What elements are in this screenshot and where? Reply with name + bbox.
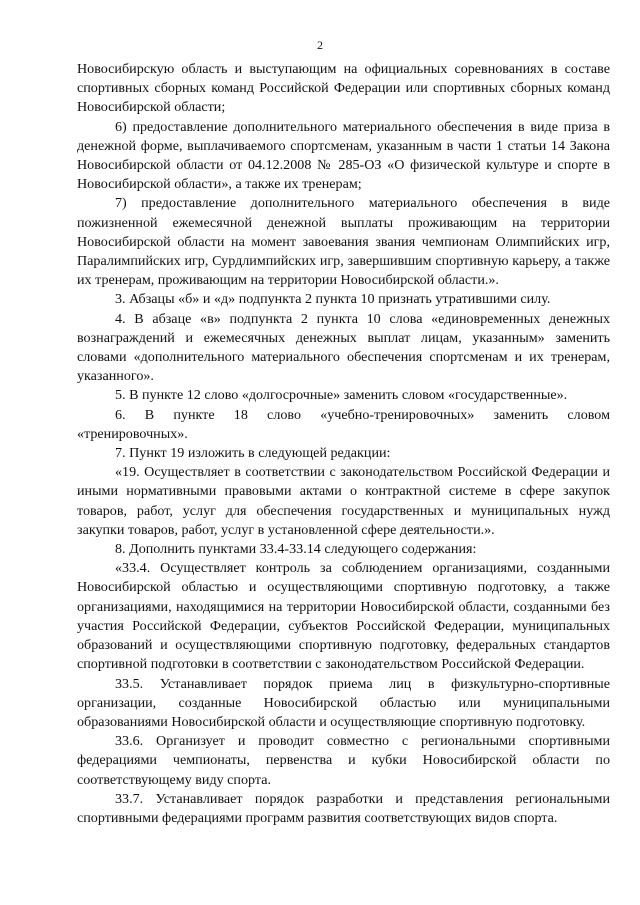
paragraph-point-6: 6. В пункте 18 слово «учебно-тренировочных» заменить словом «тренировочных». [77, 406, 610, 442]
paragraph-continuation: Новосибирскую область и выступающим на официальных соревнованиях в составе спортивных сборных команд Российской Федерации или спортивных сборных команд Новосибирской области; [77, 61, 610, 116]
paragraph-point-4: 4. В абзаце «в» подпункта 2 пункта 10 слова «единовременных денежных вознаграждений и ежемесячных денежных выплат лицам, указанным» заменить словами «дополнительного материального обеспечения спортсменам и их тренерам, указанного». [77, 310, 610, 385]
paragraph-item-7: 7) предоставление дополнительного материального обеспечения в виде пожизненной ежемесячной денежной выплаты проживающим на территории Новосибирской области на момент завоевания звания чемпионам Олимпийских игр, Паралимпийских игр, Сурдлимпийских игр, завершившим спортивную карьеру, а также их тренерам, проживающим на территории Новосибирской области.». [77, 195, 610, 289]
paragraph-clause-33-7: 33.7. Устанавливает порядок разработки и представления региональными спортивными федерациями программ развития соответствующих видов спорта. [77, 790, 610, 826]
paragraph-point-5: 5. В пункте 12 слово «долгосрочные» заменить словом «государственные». [115, 387, 568, 404]
paragraph-clause-33-5: 33.5. Устанавливает порядок приема лиц в физкультурно-спортивные организации, созданные Новосибирской областью или муниципальными образованиями Новосибирской области и осуществляющие спортивную подготовку. [77, 675, 610, 730]
paragraph-clause-33-4: «33.4. Осуществляет контроль за соблюдением организациями, созданными Новосибирской областью и осуществляющими спортивную подготовку, а также организациями, находящимися на территории Новосибирской области, созданными без участия Российской Федерации, субъектов Российской Федерации, муниципальных образований и осуществляющими спортивную подготовку, федеральных стандартов спортивной подготовки в соответствии с законодательством Российской Федерации. [77, 560, 610, 673]
document-body [77, 60, 610, 828]
page-number: 2 [317, 38, 323, 52]
paragraph-point-8: 8. Дополнить пунктами 33.4-33.14 следующего содержания: [115, 541, 477, 558]
paragraph-item-6: 6) предоставление дополнительного материального обеспечения в виде приза в денежной форме, выплачиваемого спортсменам, указанным в части 1 статьи 14 Закона Новосибирской области от 04.12.2008 № 285-ОЗ «О физической культуре и спорте в Новосибирской области», а также их тренерам; [77, 118, 610, 193]
paragraph-point-7: 7. Пункт 19 изложить в следующей редакции: [115, 445, 391, 462]
paragraph-clause-19: «19. Осуществляет в соответствии с законодательством Российской Федерации и иными нормативными правовыми актами о контрактной системе в сфере закупок товаров, работ, услуг для обеспечения государственных и муниципальных нужд закупки товаров, работ, услуг в установленной сфере деятельности.». [77, 464, 610, 538]
paragraph-point-3: 3. Абзацы «б» и «д» подпункта 2 пункта 10 признать утратившими силу. [115, 291, 551, 308]
paragraph-clause-33-6: 33.6. Организует и проводит совместно с региональными спортивными федерациями чемпионаты, первенства и кубки Новосибирской области по соответствующему виду спорта. [77, 733, 610, 788]
